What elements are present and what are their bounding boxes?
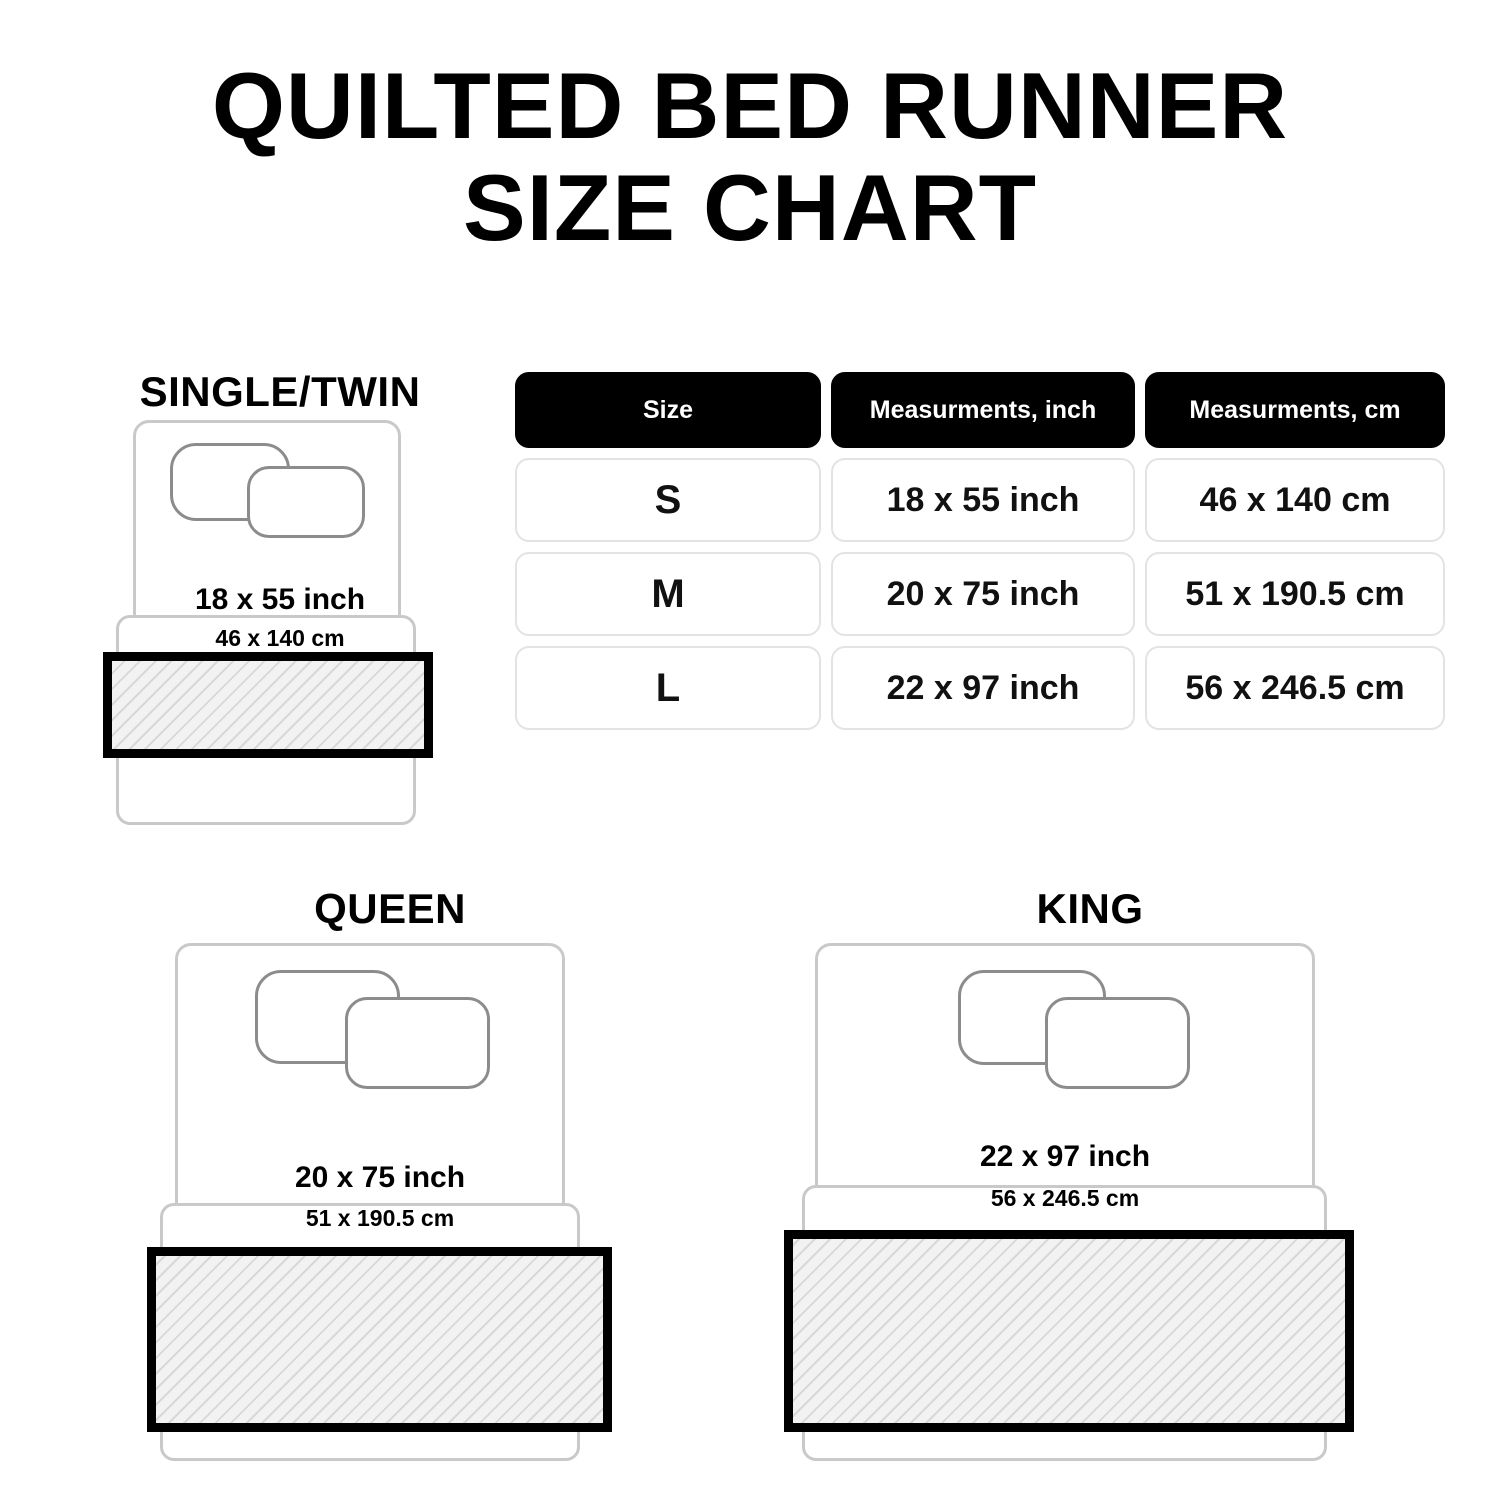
table-header-inch: Measurments, inch [831,372,1135,448]
table-row [515,552,1445,636]
cell-size: L [515,646,821,730]
cell-cm: 51 x 190.5 cm [1145,552,1445,636]
cell-inch: 18 x 55 inch [831,458,1135,542]
cell-inch: 20 x 75 inch [831,552,1135,636]
pillow-front [1045,997,1190,1089]
cell-inch: 22 x 97 inch [831,646,1135,730]
title-line-1: QUILTED BED RUNNER [211,53,1289,158]
bed-runner-queen [147,1247,612,1432]
bed-diagram-single-twin [95,368,465,868]
pillow-front [345,997,490,1089]
page-title [0,55,1500,258]
bed-runner-king [784,1230,1354,1432]
table-row [515,458,1445,542]
dimension-inch-king: 22 x 97 inch [979,1140,1151,1173]
bed-diagram-queen [140,885,640,1485]
table-header-cm: Measurments, cm [1145,372,1445,448]
table-header-row [515,372,1445,448]
table-row [515,646,1445,730]
dimension-inch-queen: 20 x 75 inch [294,1161,466,1194]
cell-cm: 46 x 140 cm [1145,458,1445,542]
dimension-cm-king: 56 x 246.5 cm [990,1185,1140,1211]
pillow-front [247,466,365,538]
title-line-2: SIZE CHART [463,154,1037,260]
bed-label-king: KING [1036,885,1144,932]
dimension-inch-single-twin: 18 x 55 inch [194,583,366,616]
bed-label-single-twin: SINGLE/TWIN [139,368,421,415]
cell-size: S [515,458,821,542]
bed-runner-single-twin [103,652,433,758]
size-table [515,372,1445,740]
bed-diagram-king [790,885,1390,1485]
bed-label-queen: QUEEN [314,885,466,932]
table-header-size: Size [515,372,821,448]
dimension-cm-single-twin: 46 x 140 cm [215,625,345,651]
cell-size: M [515,552,821,636]
cell-cm: 56 x 246.5 cm [1145,646,1445,730]
dimension-cm-queen: 51 x 190.5 cm [305,1205,455,1231]
